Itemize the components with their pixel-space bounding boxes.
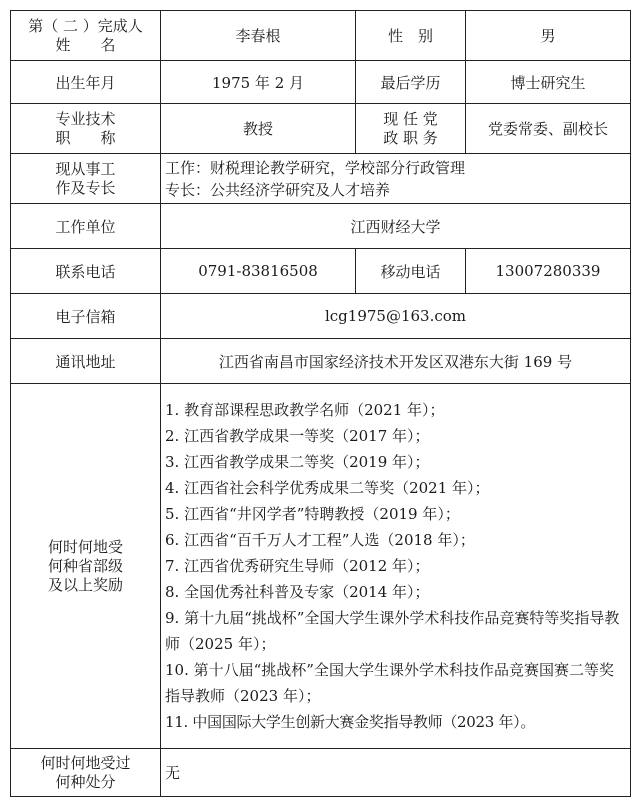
award-item: 2. 江西省教学成果一等奖（2017 年）； bbox=[165, 427, 430, 445]
award-item: 10. 第十八届“挑战杯”全国大学生课外学术科技作品竞赛国赛二等奖指导教师（2023 年）； bbox=[165, 661, 614, 705]
row-address bbox=[11, 339, 631, 384]
row-work bbox=[11, 154, 631, 204]
address-label: 通讯地址 bbox=[11, 339, 161, 384]
phone-label: 联系电话 bbox=[11, 249, 161, 294]
award-item: 5. 江西省“井冈学者”特聘教授（2019 年）； bbox=[165, 505, 460, 523]
row-phone bbox=[11, 249, 631, 294]
education-label: 最后学历 bbox=[356, 61, 466, 104]
email-value: lcg1975@163.com bbox=[161, 294, 631, 339]
title-value: 教授 bbox=[161, 104, 356, 154]
post-value: 党委常委、副校长 bbox=[466, 104, 631, 154]
award-item: 9. 第十九届“挑战杯”全国大学生课外学术科技作品竞赛特等奖指导教师（2025 年）； bbox=[165, 609, 620, 653]
awards-list bbox=[161, 384, 631, 749]
birth-label: 出生年月 bbox=[11, 61, 161, 104]
work-line: 工作：财税理论教学研究，学校部分行政管理 bbox=[165, 158, 466, 177]
award-item: 1. 教育部课程思政教学名师（2021 年）； bbox=[165, 401, 445, 419]
name-value: 李春根 bbox=[161, 11, 356, 61]
punishment-value: 无 bbox=[161, 749, 631, 797]
punishment-label: 何时何地受过 何种处分 bbox=[11, 749, 161, 797]
awards-label: 何时何地受 何种省部级 及以上奖励 bbox=[11, 384, 161, 749]
award-item: 3. 江西省教学成果二等奖（2019 年）； bbox=[165, 453, 430, 471]
work-label: 现从事工 作及专长 bbox=[11, 154, 161, 204]
row-birth bbox=[11, 61, 631, 104]
mobile-value: 13007280339 bbox=[466, 249, 631, 294]
row-email bbox=[11, 294, 631, 339]
birth-value: 1975 年 2 月 bbox=[161, 61, 356, 104]
row-awards bbox=[11, 384, 631, 749]
unit-value: 江西财经大学 bbox=[161, 204, 631, 249]
row-title bbox=[11, 104, 631, 154]
row-punishment bbox=[11, 749, 631, 797]
title-label: 专业技术 职 称 bbox=[11, 104, 161, 154]
award-item: 8. 全国优秀社科普及专家（2014 年）； bbox=[165, 583, 430, 601]
row-unit bbox=[11, 204, 631, 249]
row-name bbox=[11, 11, 631, 61]
unit-label: 工作单位 bbox=[11, 204, 161, 249]
specialty-line: 专长：公共经济学研究及人才培养 bbox=[165, 180, 391, 199]
award-item: 7. 江西省优秀研究生导师（2012 年）； bbox=[165, 557, 430, 575]
award-item: 6. 江西省“百千万人才工程”人选（2018 年）； bbox=[165, 531, 475, 549]
award-item: 4. 江西省社会科学优秀成果二等奖（2021 年）； bbox=[165, 479, 490, 497]
education-value: 博士研究生 bbox=[466, 61, 631, 104]
gender-label: 性 别 bbox=[356, 11, 466, 61]
work-value bbox=[161, 154, 631, 204]
mobile-label: 移动电话 bbox=[356, 249, 466, 294]
email-label: 电子信箱 bbox=[11, 294, 161, 339]
nominee-info-table bbox=[10, 10, 631, 797]
post-label: 现 任 党 政 职 务 bbox=[356, 104, 466, 154]
phone-value: 0791-83816508 bbox=[161, 249, 356, 294]
name-label: 第（ 二 ）完成人 姓 名 bbox=[11, 11, 161, 61]
award-item: 11. 中国国际大学生创新大赛金奖指导教师（2023 年）。 bbox=[165, 713, 536, 731]
address-value: 江西省南昌市国家经济技术开发区双港东大街 169 号 bbox=[161, 339, 631, 384]
gender-value: 男 bbox=[466, 11, 631, 61]
